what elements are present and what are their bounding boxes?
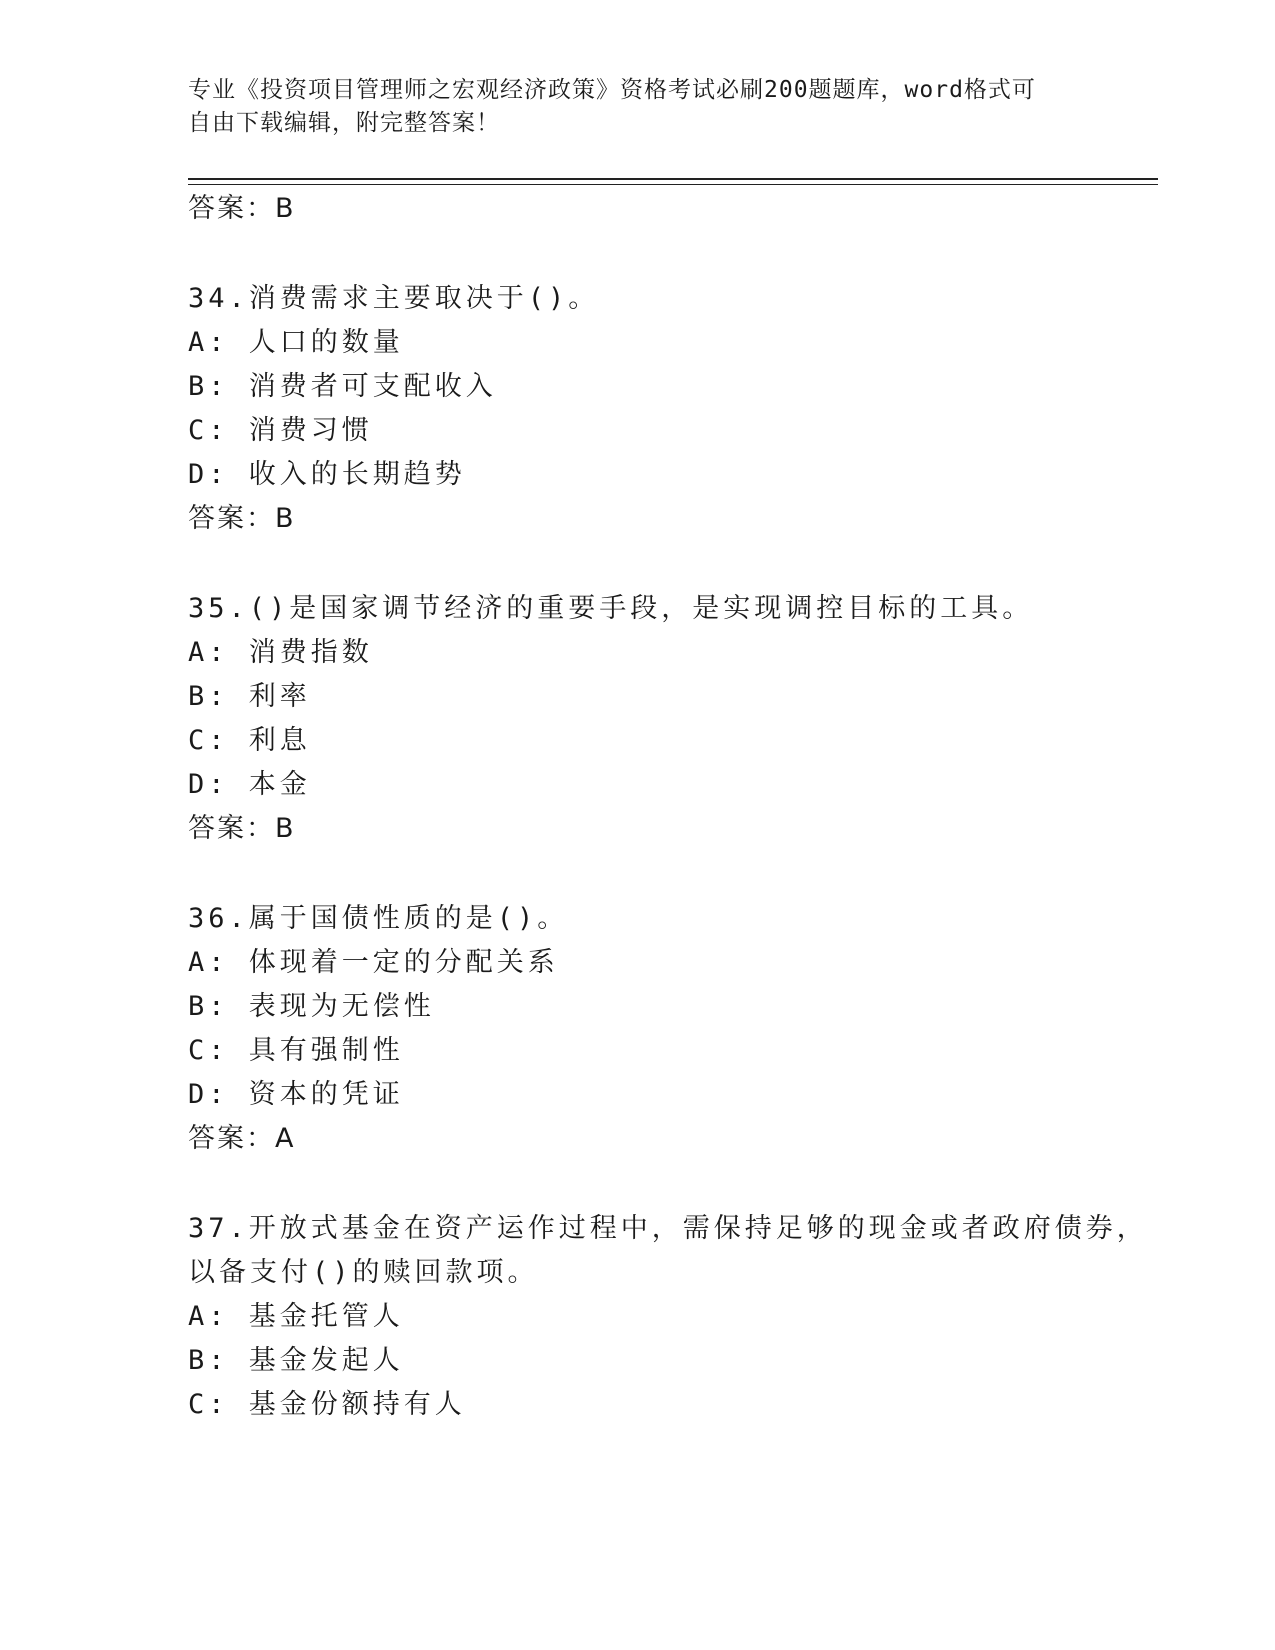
question-34-option-a: A: 人口的数量	[188, 327, 404, 358]
question-34-answer: 答案：B	[188, 503, 296, 534]
question-36-option-b: B: 表现为无偿性	[188, 991, 435, 1022]
header-divider-thin	[188, 184, 1158, 185]
question-37-option-c: C: 基金份额持有人	[188, 1389, 466, 1420]
question-36-answer: 答案：A	[188, 1123, 296, 1154]
question-35-option-c: C: 利息	[188, 725, 311, 756]
question-37-option-b: B: 基金发起人	[188, 1345, 404, 1376]
question-35-option-b: B: 利率	[188, 681, 311, 712]
question-37-stem: 37.开放式基金在资产运作过程中，需保持足够的现金或者政府债券，	[188, 1213, 1148, 1244]
question-36-option-a: A: 体现着一定的分配关系	[188, 947, 559, 978]
header-divider-thick	[188, 178, 1158, 180]
header-line-2: 自由下载编辑，附完整答案！	[188, 110, 500, 136]
question-35-option-d: D: 本金	[188, 769, 311, 800]
document-header	[188, 74, 1088, 140]
question-35-answer: 答案：B	[188, 813, 296, 844]
question-34-option-b: B: 消费者可支配收入	[188, 371, 497, 402]
question-37-option-a: A: 基金托管人	[188, 1301, 404, 1332]
question-36-option-d: D: 资本的凭证	[188, 1079, 404, 1110]
question-35-stem: 35.()是国家调节经济的重要手段，是实现调控目标的工具。	[188, 593, 1034, 624]
header-line-1: 专业《投资项目管理师之宏观经济政策》资格考试必刷200题题库，word格式可	[188, 77, 1036, 103]
question-34-option-c: C: 消费习惯	[188, 415, 373, 446]
previous-answer: 答案：B	[188, 193, 296, 224]
question-36-stem: 36.属于国债性质的是()。	[188, 903, 569, 934]
question-36-option-c: C: 具有强制性	[188, 1035, 404, 1066]
question-37-stem-cont: 以备支付()的赎回款项。	[188, 1257, 539, 1288]
question-34-option-d: D: 收入的长期趋势	[188, 459, 466, 490]
question-34-stem: 34.消费需求主要取决于()。	[188, 283, 600, 314]
question-35-option-a: A: 消费指数	[188, 637, 373, 668]
